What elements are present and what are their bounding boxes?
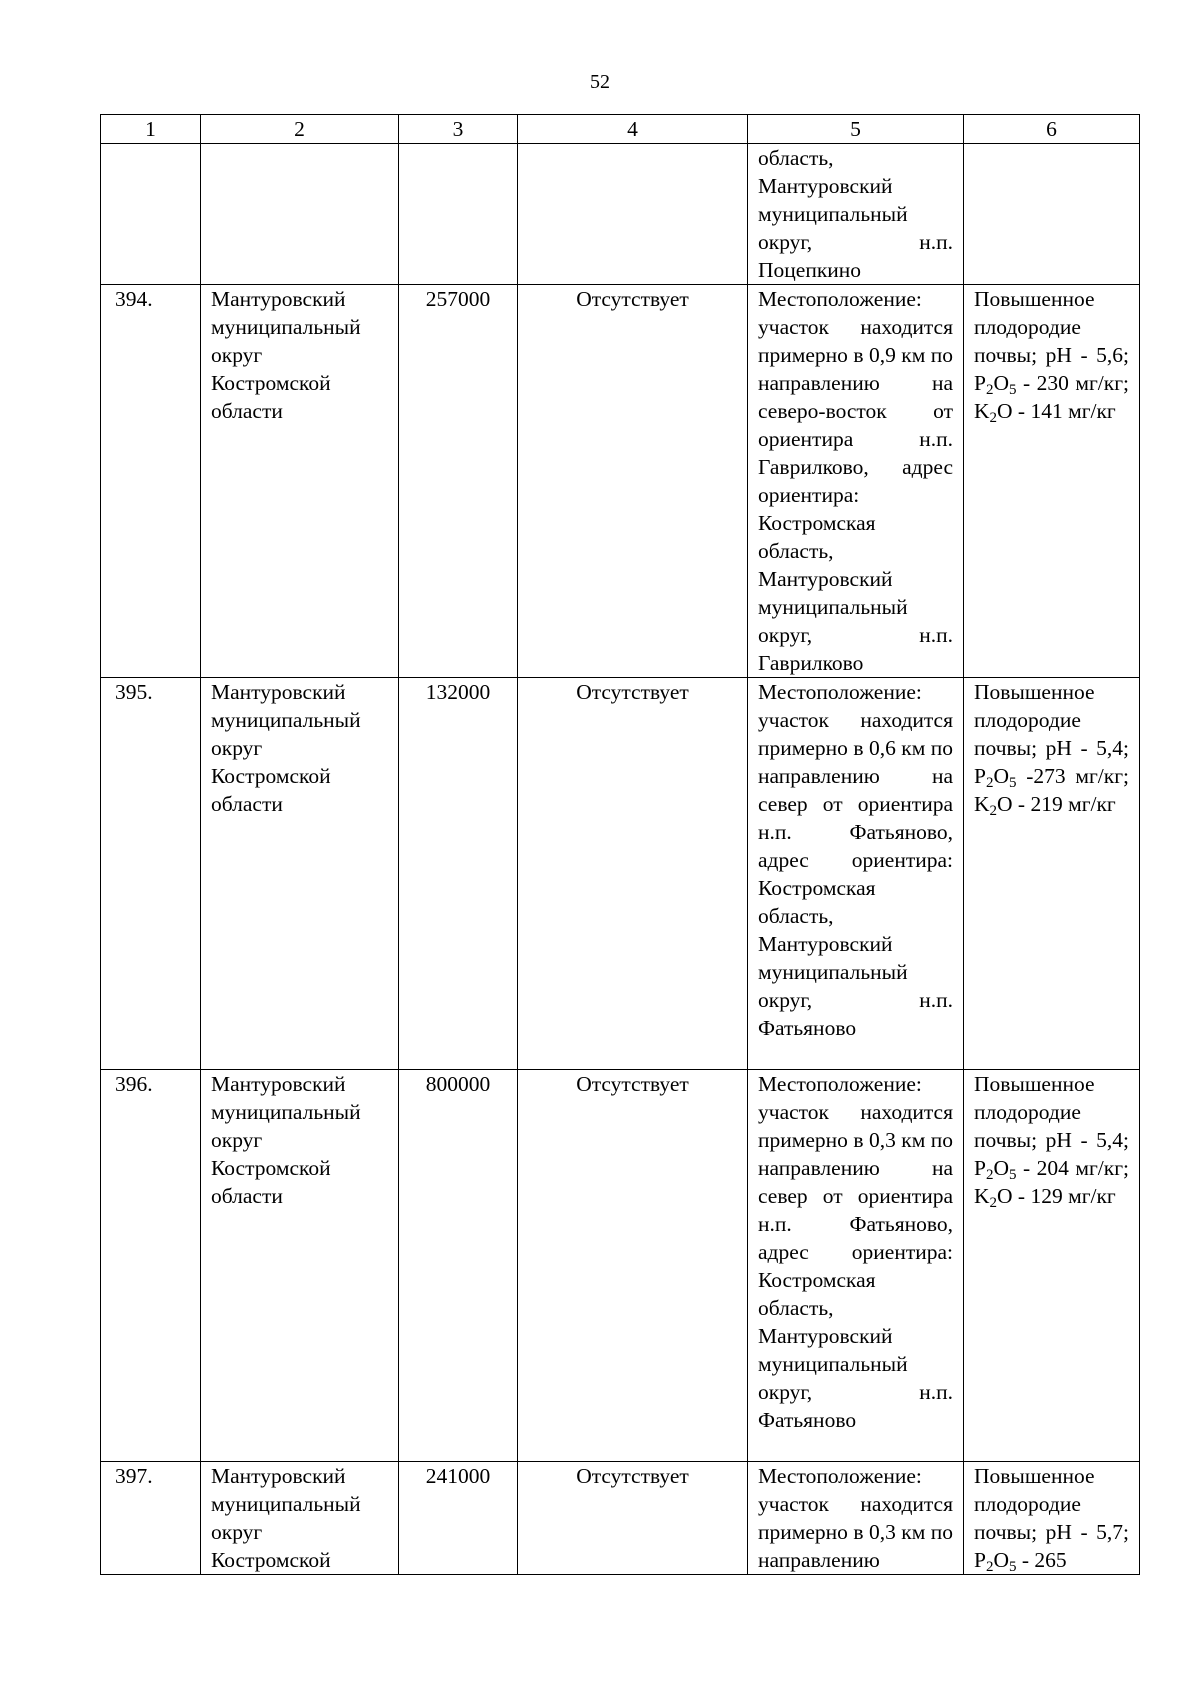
encumbrance-cell: Отсутствует	[518, 285, 748, 678]
table-header-row	[101, 115, 1140, 144]
location-line: Мантуровский	[758, 174, 893, 198]
location-cell: Местоположение: участок находится примерно в 0,3 км по направлению на север от ориентира н.п. Фатьяново, адрес ориентира: Костромская область, Мантуровский муниципальный округ, н.п. Фатьяново	[748, 1070, 964, 1462]
encumbrance-cell: Отсутствует	[518, 678, 748, 1070]
continuation-row	[101, 144, 1140, 285]
district-cell: Мантуровский муниципальный округ Костромской области	[201, 1070, 399, 1462]
table-row	[101, 1070, 1140, 1462]
encumbrance-cell: Отсутствует	[518, 1070, 748, 1462]
soil-cell: Повышенное плодородие почвы; рН - 5,7; $Р_2О_5 - 265$	[964, 1462, 1140, 1575]
district-cell: Мантуровский муниципальный округ Костромской	[201, 1462, 399, 1575]
location-line: область,	[758, 146, 834, 170]
column-header: 6	[964, 115, 1140, 144]
column-header: 2	[201, 115, 399, 144]
empty-cell	[101, 144, 201, 285]
location-cell: Местоположение: участок находится примерно в 0,9 км по направлению на северо-восток от ориентира н.п. Гаврилково, адрес ориентира: Костромская область, Мантуровский муниципальный округ, н.п. Гаврилково	[748, 285, 964, 678]
location-line: муниципальный	[758, 202, 908, 226]
location-continuation	[748, 144, 964, 285]
location-line: Поцепкино	[758, 258, 862, 282]
soil-cell: Повышенное плодородие почвы; рН - 5,4; $Р_2О_5 - 204$ мг/кг; $K_2О - 129$ мг/кг	[964, 1070, 1140, 1462]
location-line: округ, н.п.	[758, 230, 953, 254]
column-header: 5	[748, 115, 964, 144]
column-header: 4	[518, 115, 748, 144]
row-number: 394.	[101, 285, 201, 678]
district-cell: Мантуровский муниципальный округ Костромской области	[201, 678, 399, 1070]
location-cell: Местоположение: участок находится примерно в 0,6 км по направлению на север от ориентира н.п. Фатьяново, адрес ориентира: Костромская область, Мантуровский муниципальный округ, н.п. Фатьяново	[748, 678, 964, 1070]
column-header: 3	[399, 115, 518, 144]
soil-cell: Повышенное плодородие почвы; рН - 5,6; $Р_2О_5 - 230$ мг/кг; $K_2О - 141$ мг/кг	[964, 285, 1140, 678]
empty-cell	[201, 144, 399, 285]
area-cell: 241000	[399, 1462, 518, 1575]
encumbrance-cell: Отсутствует	[518, 1462, 748, 1575]
page-number: 52	[590, 71, 610, 93]
empty-cell	[964, 144, 1140, 285]
table-row	[101, 285, 1140, 678]
area-cell: 257000	[399, 285, 518, 678]
table-row	[101, 1462, 1140, 1575]
empty-cell	[518, 144, 748, 285]
row-number: 396.	[101, 1070, 201, 1462]
table-row	[101, 678, 1140, 1070]
row-number: 395.	[101, 678, 201, 1070]
land-plots-table	[100, 114, 1140, 1575]
area-cell: 800000	[399, 1070, 518, 1462]
row-number: 397.	[101, 1462, 201, 1575]
district-cell: Мантуровский муниципальный округ Костромской области	[201, 285, 399, 678]
location-cell: Местоположение: участок находится примерно в 0,3 км по направлению	[748, 1462, 964, 1575]
column-header: 1	[101, 115, 201, 144]
area-cell: 132000	[399, 678, 518, 1070]
empty-cell	[399, 144, 518, 285]
soil-cell: Повышенное плодородие почвы; рН - 5,4; $Р_2О_5$ -273 мг/кг; $K_2О - 219$ мг/кг	[964, 678, 1140, 1070]
